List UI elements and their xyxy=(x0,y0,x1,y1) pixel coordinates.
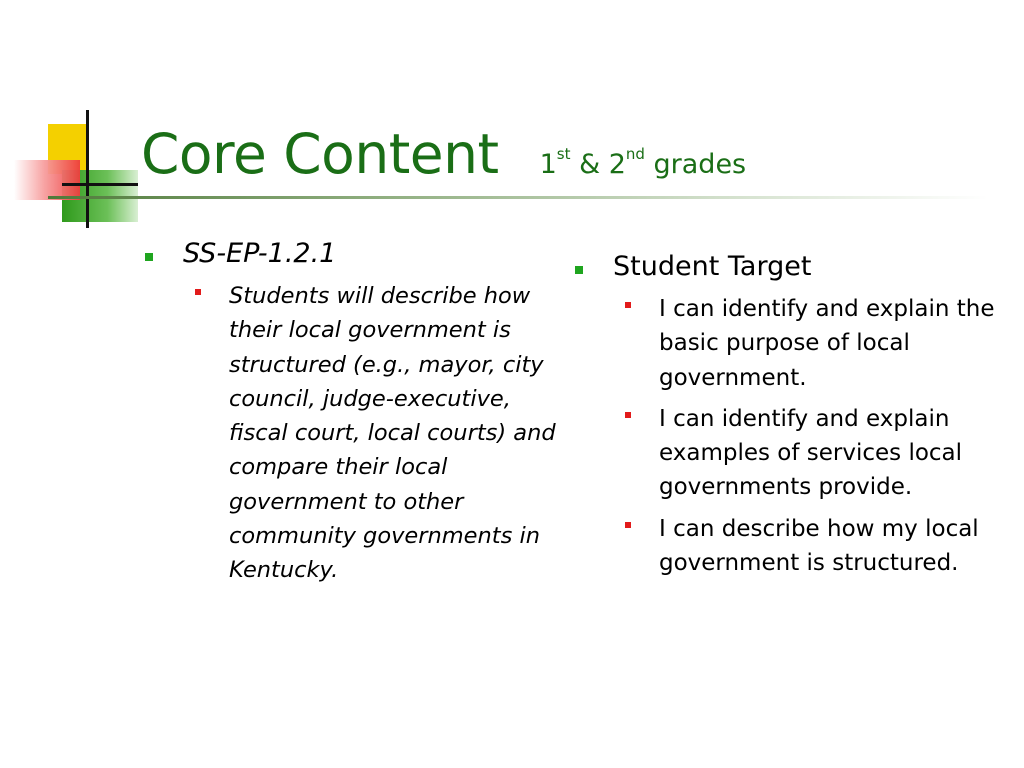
list-item-text: I can identify and explain examples of services local governments provide. xyxy=(659,405,963,501)
left-heading: SS-EP-1.2.1 xyxy=(183,238,337,269)
corner-decoration xyxy=(0,0,160,240)
list-item xyxy=(613,402,1005,505)
green-square-bullet-icon xyxy=(575,266,583,274)
superscript-st: st xyxy=(556,145,571,163)
right-heading: Student Target xyxy=(613,251,812,282)
right-heading-item xyxy=(575,250,1005,580)
red-square xyxy=(14,160,80,200)
title-subtitle: 1st & 2nd grades xyxy=(539,145,747,180)
title-divider xyxy=(48,196,988,199)
red-square-bullet-icon xyxy=(625,412,631,418)
content-left-column xyxy=(145,237,565,595)
list-item-text: Students will describe how their local government is structured (e.g., mayor, city council, judge-executive, fiscal court, local courts) and compare their local government to other community governments in Kentucky. xyxy=(229,283,556,584)
content-right-column xyxy=(575,250,1005,587)
superscript-nd: nd xyxy=(625,145,645,163)
red-square-bullet-icon xyxy=(625,522,631,528)
red-square-bullet-icon xyxy=(625,302,631,308)
list-item xyxy=(613,292,1005,395)
list-item-text: I can describe how my local government is structured. xyxy=(659,515,979,577)
left-heading-item xyxy=(145,237,565,588)
title-main: Core Content xyxy=(141,122,499,186)
right-sublist xyxy=(613,292,1005,580)
red-square-bullet-icon xyxy=(195,289,201,295)
slide-title xyxy=(141,122,746,186)
list-item xyxy=(183,279,565,588)
left-sublist xyxy=(183,279,565,588)
list-item-text: I can identify and explain the basic purpose of local government. xyxy=(659,296,995,391)
list-item xyxy=(613,512,1005,581)
green-square-bullet-icon xyxy=(145,253,153,261)
